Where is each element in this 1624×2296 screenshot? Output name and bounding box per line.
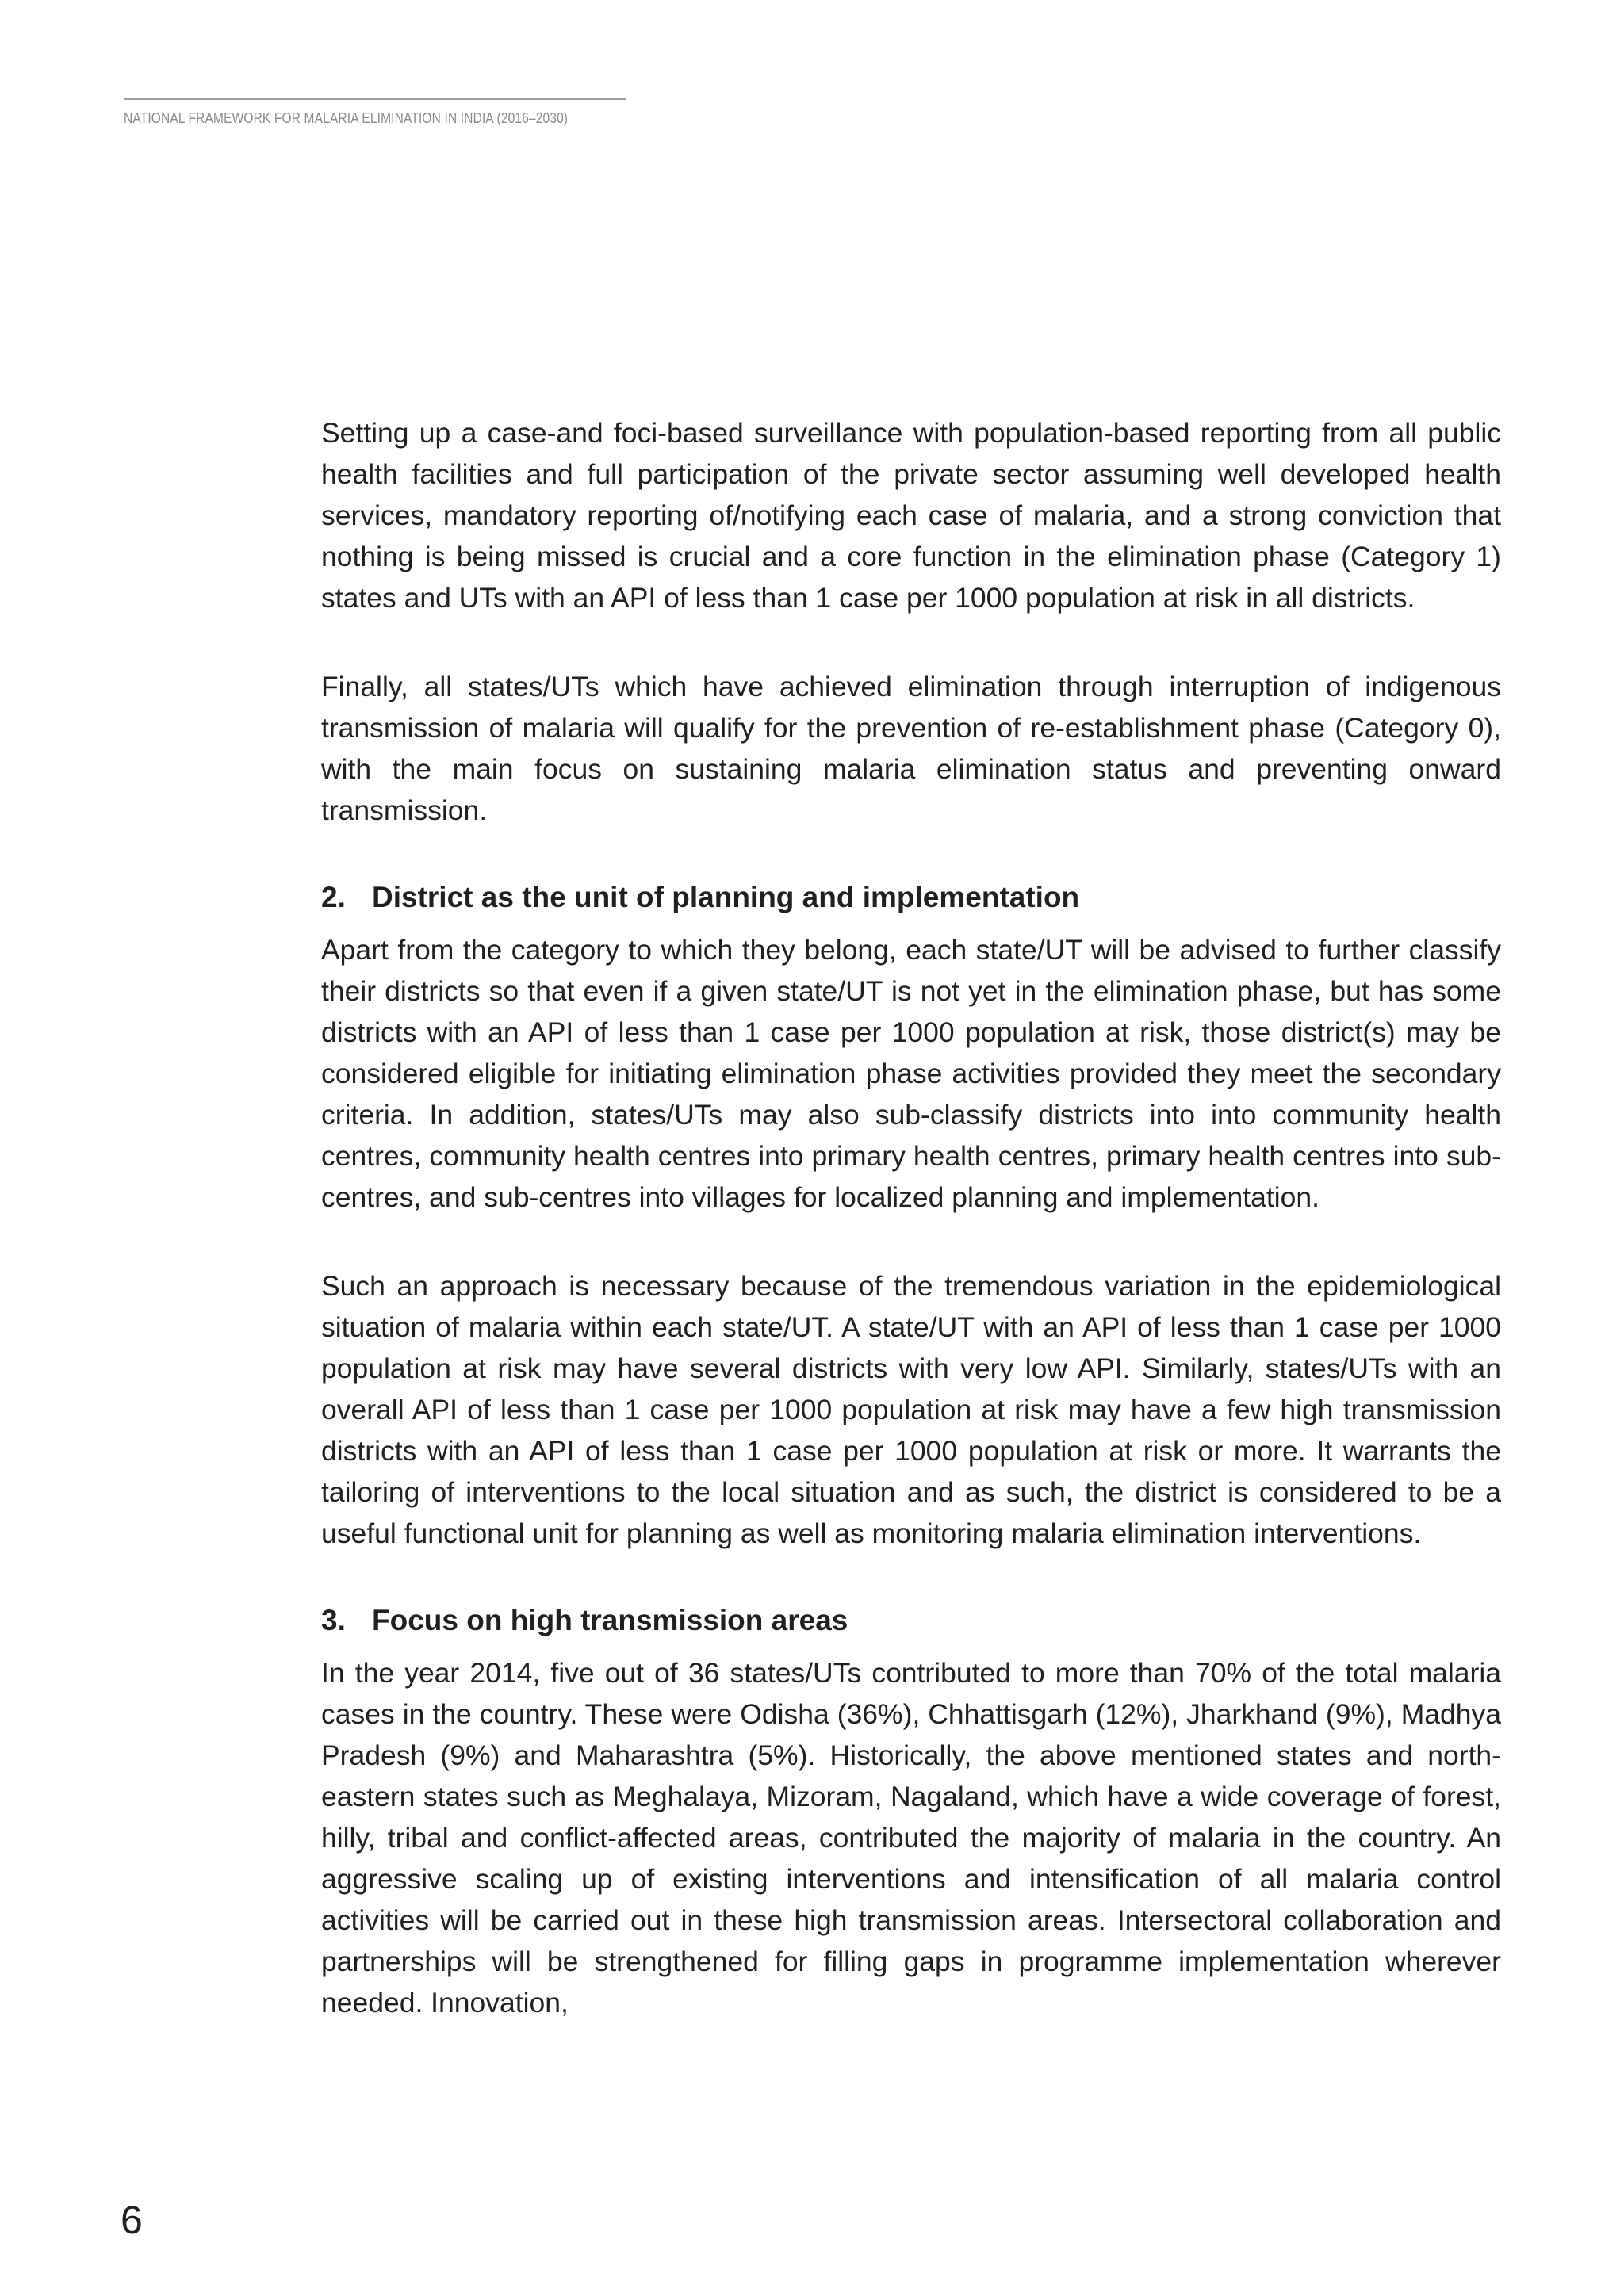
page-number: 6 (121, 2198, 143, 2242)
page-body (321, 412, 1501, 2023)
section-number: 2. (321, 881, 346, 913)
paragraph-high-transmission-states: In the year 2014, five out of 36 states/UTs contributed to more than 70% of the total malaria cases in the country. These were Odisha (36%), Chhattisgarh (12%), Jharkhand (9%), Madhya Pradesh (9%) and Maharashtra (5%). Historically, the above mentioned states and north-eastern states such as Meghalaya, Mizoram, Nagaland, which have a wide coverage of forest, hilly, tribal and conflict-affected areas, contributed the majority of malaria in the country. An aggressive scaling up of existing interventions and intensification of all malaria control activities will be carried out in these high transmission areas. Intersectoral collaboration and partnerships will be strengthened for filling gaps in programme implementation wherever needed. Innovation, (321, 1657, 1501, 2019)
section-heading-district-unit (321, 877, 1501, 918)
running-header (124, 98, 626, 127)
paragraph-approach-rationale: Such an approach is necessary because of the tremendous variation in the epidemiological situation of malaria within each state/UT. A state/UT with an API of less than 1 case per 1000 population at risk may have several districts with very low API. Similarly, states/UTs with an overall API of less than 1 case per 1000 population at risk may have a few high transmission districts with an API of less than 1 case per 1000 population at risk or more. It warrants the tailoring of interventions to the local situation and as such, the district is considered to be a useful functional unit for planning as well as monitoring malaria elimination interventions. (321, 1270, 1501, 1549)
header-rule (124, 98, 626, 100)
paragraph-district-classification: Apart from the category to which they belong, each state/UT will be advised to further classify their districts so that even if a given state/UT is not yet in the elimination phase, but has some districts with an API of less than 1 case per 1000 population at risk, those district(s) may be considered eligible for initiating elimination phase activities provided they meet the secondary criteria. In addition, states/UTs may also sub-classify districts into into community health centres, community health centres into primary health centres, primary health centres into sub-centres, and sub-centres into villages for localized planning and implementation. (321, 934, 1501, 1213)
section-heading-high-transmission (321, 1600, 1501, 1641)
running-title: NATIONAL FRAMEWORK FOR MALARIA ELIMINATION IN INDIA (2016–2030) (124, 110, 569, 126)
section-number: 3. (321, 1604, 346, 1636)
paragraph-prevention-phase: Finally, all states/UTs which have achieved elimination through interruption of indigenous transmission of malaria will qualify for the prevention of re-establishment phase (Category 0), with the main focus on sustaining malaria elimination status and preventing onward transmission. (321, 671, 1501, 826)
paragraph-surveillance: Setting up a case-and foci-based surveillance with population-based reporting from all public health facilities and full participation of the private sector assuming well developed health services, mandatory reporting of/notifying each case of malaria, and a strong conviction that nothing is being missed is crucial and a core function in the elimination phase (Category 1) states and UTs with an API of less than 1 case per 1000 population at risk in all districts. (321, 417, 1501, 614)
section-title: District as the unit of planning and implementation (372, 881, 1080, 913)
section-title: Focus on high transmission areas (372, 1604, 848, 1636)
